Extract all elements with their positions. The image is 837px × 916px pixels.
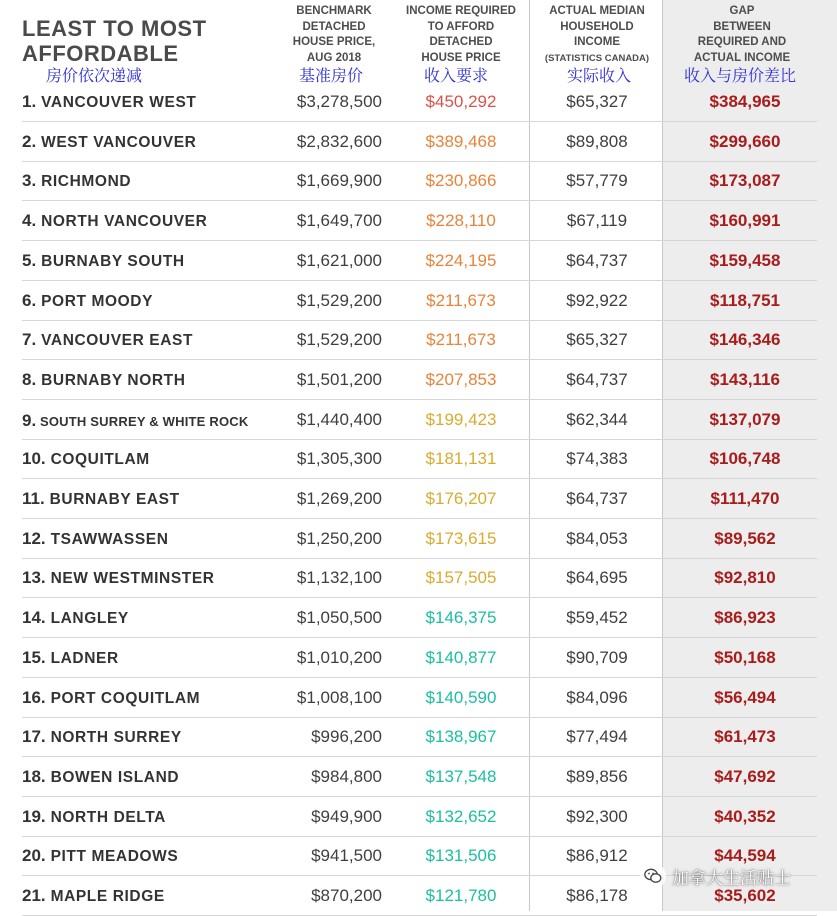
benchmark-price-cell: $870,200: [311, 886, 382, 905]
actual-income-cell: $92,922: [566, 290, 628, 310]
income-gap-cell: $40,352: [714, 806, 776, 826]
region-label: COQUITLAM: [50, 451, 150, 469]
region-label: TSAWWASSEN: [50, 530, 169, 548]
region-label: VANCOUVER WEST: [41, 94, 197, 111]
region-label: BOWEN ISLAND: [50, 768, 180, 786]
region-label: LANGLEY: [50, 610, 129, 628]
header-line: GAP: [729, 5, 755, 17]
required-income-cell: $121,780: [425, 886, 497, 905]
required-income-cell: $140,590: [425, 687, 497, 707]
income-gap-cell: $47,692: [714, 766, 776, 786]
actual-income-cell: $84,096: [566, 687, 628, 707]
required-income-cell: $224,195: [425, 250, 497, 270]
actual-income-cell: $67,119: [566, 211, 628, 231]
income-gap-cell: $92,810: [714, 568, 776, 588]
region-name: [22, 170, 131, 193]
title-line: LEAST TO MOST: [22, 16, 207, 41]
header-line: BENCHMARK: [296, 5, 372, 17]
region-rank: 16.: [22, 687, 46, 707]
region-name: [22, 806, 166, 829]
income-gap-cell: $111,470: [710, 489, 780, 508]
region-label: PORT COQUITLAM: [50, 689, 201, 707]
region-rank: 8.: [22, 369, 37, 389]
region-rank: 19.: [22, 806, 46, 826]
actual-income-cell: $65,327: [566, 330, 628, 350]
header-line: TO AFFORD: [427, 20, 495, 33]
region-name: [22, 131, 196, 154]
header-line: AUG 2018: [306, 51, 362, 64]
page-title: [22, 16, 207, 66]
income-gap-cell: $299,660: [709, 131, 781, 151]
table-row: [0, 201, 837, 241]
actual-income-cell: $77,494: [566, 727, 628, 747]
income-gap-cell: $137,079: [709, 409, 781, 429]
table-row: [0, 281, 837, 321]
benchmark-price-cell: $1,649,700: [296, 211, 382, 231]
income-gap-cell: $35,602: [714, 886, 776, 905]
actual-income-cell: $92,300: [566, 806, 628, 826]
benchmark-price-cell: $1,529,200: [296, 290, 382, 310]
region-label: NEW WESTMINSTER: [50, 570, 215, 588]
region-name: [22, 488, 180, 511]
actual-income-cell: $74,383: [566, 449, 628, 469]
actual-income-cell: $59,452: [566, 608, 628, 628]
required-income-cell: $230,866: [425, 171, 497, 191]
region-name: [22, 329, 193, 352]
table-row: [0, 638, 837, 678]
income-gap-cell: $118,751: [710, 290, 780, 310]
region-rank: 10.: [22, 449, 46, 469]
region-label: MAPLE RIDGE: [50, 888, 165, 905]
annotation-gap: 收入与房价差比: [684, 66, 797, 85]
income-gap-cell: $106,748: [709, 449, 781, 469]
benchmark-price-cell: $2,832,600: [296, 131, 382, 151]
actual-income-cell: $64,737: [566, 369, 628, 389]
income-gap-cell: $56,494: [714, 687, 776, 707]
actual-income-cell: $64,695: [566, 568, 628, 588]
region-rank: 9.: [22, 410, 37, 430]
region-name: [22, 448, 150, 471]
required-income-cell: $211,673: [426, 330, 496, 350]
benchmark-price-cell: $1,269,200: [296, 489, 382, 508]
region-label: RICHMOND: [41, 173, 132, 191]
region-name: [22, 607, 129, 630]
region-name: [22, 91, 196, 114]
region-label: VANCOUVER EAST: [41, 332, 194, 350]
benchmark-price-cell: $941,500: [311, 846, 382, 866]
wechat-icon: [640, 863, 666, 889]
region-name: [22, 250, 185, 273]
region-rank: 11.: [22, 489, 45, 508]
header-line: REQUIRED AND: [697, 36, 787, 48]
header-line: HOUSE PRICE: [421, 51, 501, 64]
region-label: SOUTH SURREY & WHITE ROCK: [40, 413, 249, 429]
benchmark-price-cell: $1,305,300: [296, 449, 382, 469]
region-rank: 4.: [22, 211, 37, 231]
actual-income-cell: $62,344: [566, 409, 628, 429]
table-row: [0, 479, 837, 519]
income-gap-cell: $86,923: [714, 608, 776, 628]
annotation-required: 收入要求: [424, 66, 489, 85]
table-row: [0, 717, 837, 757]
benchmark-price-cell: $996,200: [311, 727, 382, 747]
actual-income-cell: $64,737: [566, 489, 628, 508]
benchmark-price-cell: $1,501,200: [296, 369, 382, 389]
region-rank: 5.: [22, 250, 37, 270]
income-gap-cell: $143,116: [710, 369, 780, 389]
region-name: [22, 410, 248, 433]
table-row: [0, 241, 837, 281]
region-label: BURNABY SOUTH: [41, 252, 185, 270]
header-line: DETACHED: [429, 36, 493, 48]
benchmark-price-cell: $1,440,400: [296, 409, 382, 429]
required-income-cell: $181,131: [425, 449, 497, 469]
region-name: [22, 845, 178, 868]
region-name: [22, 290, 153, 313]
table-row: [0, 558, 837, 598]
income-gap-cell: $160,991: [709, 211, 781, 231]
required-income-cell: $199,423: [425, 409, 497, 429]
header-line: BETWEEN: [713, 20, 771, 33]
required-income-cell: $131,506: [425, 846, 497, 866]
income-gap-cell: $89,562: [714, 528, 776, 548]
annotation-benchmark: 基准房价: [299, 66, 364, 85]
required-income-cell: $137,548: [425, 766, 497, 786]
region-rank: 12.: [22, 528, 46, 548]
header-line: (STATISTICS CANADA): [544, 52, 650, 64]
actual-income-cell: $57,779: [566, 171, 628, 191]
required-income-cell: $450,292: [425, 92, 497, 111]
region-name: [22, 687, 200, 710]
table-row: [0, 797, 837, 837]
actual-income-cell: $64,737: [566, 250, 628, 270]
income-gap-cell: $61,473: [714, 727, 776, 747]
table-row: [0, 678, 837, 718]
benchmark-price-cell: $3,278,500: [296, 92, 382, 111]
region-rank: 2.: [22, 131, 37, 151]
region-rank: 6.: [22, 290, 37, 310]
table-row: [0, 122, 837, 162]
region-name: [22, 528, 169, 551]
required-income-cell: $173,615: [425, 528, 497, 548]
region-name: [22, 210, 207, 233]
region-label: BURNABY NORTH: [41, 371, 186, 389]
required-income-cell: $228,110: [426, 211, 496, 231]
region-label: PITT MEADOWS: [50, 848, 179, 866]
region-rank: 18.: [22, 766, 46, 786]
header-line: HOUSE PRICE,: [292, 36, 376, 48]
actual-income-cell: $86,912: [566, 846, 628, 866]
region-rank: 7.: [22, 330, 37, 350]
income-gap-cell: $159,458: [709, 250, 781, 270]
benchmark-price-cell: $1,008,100: [296, 687, 382, 707]
table-row: [0, 161, 837, 201]
region-rank: 21.: [22, 886, 46, 905]
required-income-cell: $157,505: [425, 568, 497, 588]
watermark: [640, 858, 825, 894]
region-name: [22, 726, 182, 749]
benchmark-price-cell: $984,800: [311, 766, 382, 786]
region-label: PORT MOODY: [41, 292, 154, 310]
table-row: [0, 439, 837, 479]
required-income-cell: $132,652: [425, 806, 497, 826]
region-label: WEST VANCOUVER: [41, 133, 197, 151]
region-rank: 13.: [22, 568, 46, 588]
income-gap-cell: $173,087: [709, 171, 781, 191]
header-line: ACTUAL MEDIAN: [549, 5, 645, 17]
income-gap-cell: $50,168: [714, 647, 776, 667]
region-rank: 20.: [22, 846, 46, 866]
benchmark-price-cell: $1,132,100: [296, 568, 382, 588]
header-line: INCOME REQUIRED: [406, 5, 516, 17]
region-name: [22, 369, 186, 392]
annotation-actual: 实际收入: [567, 66, 632, 85]
table-row: [0, 400, 837, 440]
header-line: INCOME: [574, 36, 620, 48]
income-gap-cell: $44,594: [714, 846, 776, 866]
region-label: BURNABY EAST: [49, 491, 180, 508]
table-row: [0, 598, 837, 638]
table-row: [0, 757, 837, 797]
title-line: AFFORDABLE: [22, 41, 179, 66]
watermark-text: 加拿大生活贴士: [672, 868, 791, 889]
actual-income-cell: $89,808: [566, 131, 628, 151]
benchmark-price-cell: $1,250,200: [296, 528, 382, 548]
required-income-cell: $211,673: [426, 290, 496, 310]
region-name: [22, 647, 119, 670]
header-actual: [534, 4, 660, 66]
table-row: [0, 82, 837, 122]
header-benchmark: [268, 4, 400, 66]
required-income-cell: $146,375: [425, 608, 497, 628]
actual-income-cell: $89,856: [566, 766, 628, 786]
required-income-cell: $389,468: [425, 131, 497, 151]
actual-income-cell: $86,178: [566, 886, 628, 905]
benchmark-price-cell: $1,529,200: [296, 330, 382, 350]
annotation-region: 房价依次递减: [46, 66, 143, 85]
region-rank: 1.: [22, 92, 37, 111]
region-rank: 3.: [22, 171, 37, 191]
region-name: [22, 885, 165, 908]
required-income-cell: $138,967: [425, 727, 497, 747]
required-income-cell: $140,877: [425, 647, 497, 667]
header-line: HOUSEHOLD: [560, 20, 634, 33]
header-required: [396, 4, 526, 66]
benchmark-price-cell: $949,900: [311, 806, 382, 826]
table-row: [0, 320, 837, 360]
income-gap-cell: $384,965: [709, 92, 781, 111]
table-row: [0, 519, 837, 559]
region-rank: 17.: [22, 727, 46, 747]
required-income-cell: $207,853: [425, 369, 497, 389]
table-row: [0, 360, 837, 400]
actual-income-cell: $90,709: [566, 647, 628, 667]
benchmark-price-cell: $1,010,200: [296, 647, 382, 667]
header-line: ACTUAL INCOME: [693, 51, 791, 64]
region-name: [22, 766, 179, 789]
required-income-cell: $176,207: [425, 489, 497, 508]
benchmark-price-cell: $1,621,000: [296, 250, 382, 270]
region-label: NORTH SURREY: [50, 729, 182, 747]
region-label: NORTH DELTA: [50, 808, 166, 826]
region-rank: 14.: [22, 608, 46, 628]
region-label: LADNER: [50, 649, 119, 667]
region-label: NORTH VANCOUVER: [41, 213, 208, 231]
income-gap-cell: $146,346: [709, 330, 781, 350]
benchmark-price-cell: $1,669,900: [296, 171, 382, 191]
region-name: [22, 567, 215, 590]
actual-income-cell: $65,327: [566, 92, 628, 111]
benchmark-price-cell: $1,050,500: [296, 608, 382, 628]
region-rank: 15.: [22, 647, 46, 667]
header-line: DETACHED: [302, 20, 366, 33]
header-gap: [672, 4, 812, 66]
actual-income-cell: $84,053: [566, 528, 628, 548]
